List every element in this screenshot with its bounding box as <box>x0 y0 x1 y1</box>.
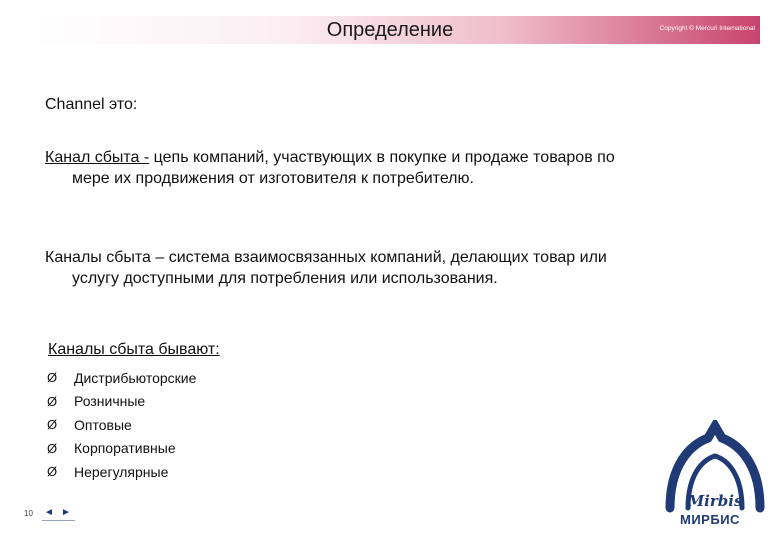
nav-divider <box>42 520 75 521</box>
list-item <box>47 413 196 437</box>
list-item-label: Дистрибьюторские <box>74 369 197 386</box>
channel-heading: Channel это: <box>45 96 138 113</box>
page-number: 10 <box>24 509 33 518</box>
list-item <box>47 366 196 390</box>
definition-paragraph-1 <box>45 147 735 189</box>
definition-paragraph-2 <box>45 247 735 289</box>
copyright-text: Copyright © Mercuri International <box>659 25 755 32</box>
arrow-bullet-icon: Ø <box>47 440 58 456</box>
list-item-label: Оптовые <box>74 416 132 433</box>
definition-text-continued: мере их продвижения от изготовителя к потребителю. <box>72 170 474 187</box>
slide-title: Определение <box>326 19 454 41</box>
list-item <box>47 460 196 484</box>
list-item-label: Корпоративные <box>74 440 176 457</box>
list-item <box>47 437 196 461</box>
arrow-bullet-icon: Ø <box>47 393 58 409</box>
definition-text: цепь компаний, участвующих в покупке и продаже товаров по <box>149 149 615 166</box>
channel-types-list <box>47 366 196 484</box>
list-item <box>47 390 196 414</box>
arrow-bullet-icon: Ø <box>47 464 58 480</box>
list-item-label: Розничные <box>74 393 146 410</box>
arrow-bullet-icon: Ø <box>47 417 58 433</box>
previous-slide-button[interactable]: ◄ <box>44 507 54 518</box>
logo-script-text: Mirbis <box>687 492 743 510</box>
next-slide-button[interactable]: ► <box>61 507 71 518</box>
definition-text-continued: услугу доступными для потребления или использования. <box>72 270 498 287</box>
definition-text: Каналы сбыта – система взаимосвязанных компаний, делающих товар или <box>45 249 607 266</box>
arrow-bullet-icon: Ø <box>47 370 58 386</box>
list-item-label: Нерегулярные <box>74 463 169 480</box>
logo-text: МИРБИС <box>680 512 740 527</box>
definition-term: Канал сбыта - <box>45 149 150 166</box>
channel-types-heading: Каналы сбыта бывают: <box>48 341 220 358</box>
